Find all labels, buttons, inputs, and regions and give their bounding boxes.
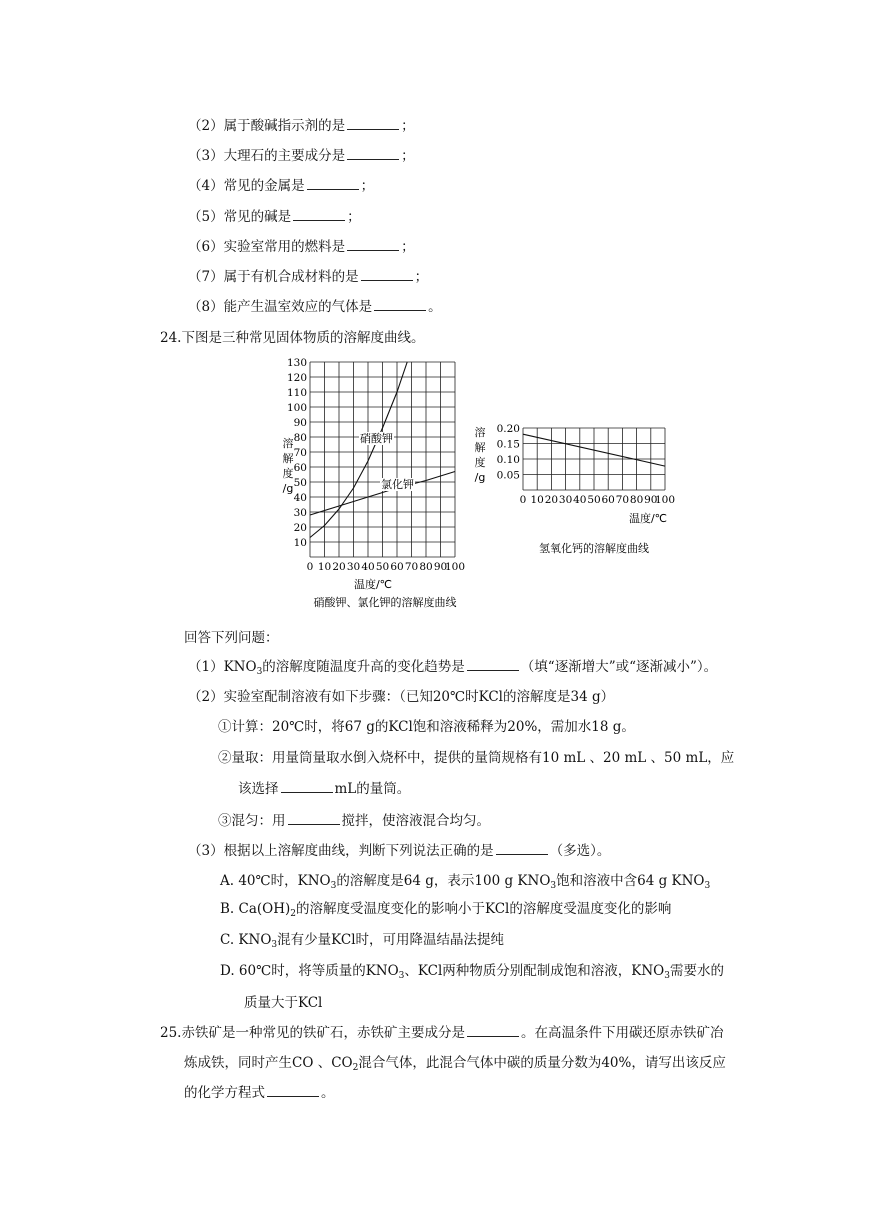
y-tick-label: 0.20 — [496, 423, 520, 435]
x-tick-label: 60 — [601, 494, 615, 506]
y-axis-label-char: 度 — [474, 456, 486, 469]
q25-line3: 的化学方程式 。 — [184, 1085, 335, 1101]
y-tick-label: 0.10 — [496, 454, 520, 466]
y-axis-label-char: 解 — [282, 452, 294, 465]
chart-caoh2-svg — [468, 420, 688, 560]
x-tick-label: 100 — [654, 494, 676, 506]
answer-blank[interactable] — [267, 1084, 319, 1097]
answer-prompt: 回答下列问题： — [184, 630, 279, 646]
x-tick-label: 70 — [615, 494, 630, 506]
q24-part2-step2: ②量取：用量筒量取水倒入烧杯中，提供的量筒规格有10 mL 、20 mL 、50 mL，应 — [218, 750, 735, 766]
option-d-cont: 质量大于KCl — [244, 995, 323, 1011]
answer-blank[interactable] — [281, 780, 333, 793]
answer-blank[interactable] — [467, 658, 519, 671]
series-label: 硝酸钾 — [360, 432, 393, 445]
y-axis-label-char: 溶 — [474, 426, 486, 439]
x-tick-label: 60 — [390, 561, 404, 573]
x-tick-label: 0 — [519, 494, 527, 506]
x-tick-label: 50 — [375, 561, 390, 573]
q24-part2: （2）实验室配制溶液有如下步骤：（已知20℃时KCl的溶解度是34 g） — [188, 689, 615, 705]
y-tick-label: 70 — [293, 447, 307, 459]
x-tick-label: 10 — [317, 561, 332, 573]
x-axis-label: 温度/℃ — [628, 512, 668, 525]
y-tick-label: 90 — [293, 417, 307, 429]
q23-item-7: （7）属于有机合成材料的是 ； — [188, 269, 429, 285]
x-tick-label: 10 — [530, 494, 544, 506]
x-tick-label: 80 — [419, 561, 433, 573]
answer-blank[interactable] — [467, 1024, 519, 1037]
y-axis-label-char: 溶 — [282, 437, 294, 450]
option-d[interactable]: D. 60℃时，将等质量的$KNO_3$、KCl两种物质分别配制成饱和溶液，$KNO_3$需要水的 — [220, 963, 724, 981]
x-tick-label: 100 — [444, 561, 466, 573]
y-axis-label-char: 解 — [474, 441, 486, 454]
series-label: 氯化钾 — [381, 478, 414, 491]
answer-blank[interactable] — [374, 298, 426, 311]
y-axis-label-char: /g — [282, 482, 294, 495]
option-c[interactable]: C. $KNO_3$混有少量KCl时，可用降温结晶法提纯 — [220, 932, 505, 950]
chart-title: 氢氧化钙的溶解度曲线 — [539, 542, 649, 555]
q25-line2: 炼成铁，同时产生CO 、$CO_2$混合气体，此混合气体中碳的质量分数为40%，请写出该反应 — [184, 1055, 726, 1073]
x-tick-label: 40 — [573, 494, 587, 506]
answer-blank[interactable] — [347, 117, 399, 130]
answer-blank[interactable] — [347, 147, 399, 160]
x-tick-label: 80 — [629, 494, 644, 506]
answer-blank[interactable] — [288, 812, 340, 825]
answer-blank[interactable] — [293, 208, 345, 221]
chart-kno3-kcl-svg — [268, 352, 478, 614]
y-tick-label: 120 — [286, 372, 307, 384]
q23-item-3: （3）大理石的主要成分是 ； — [188, 148, 415, 164]
y-tick-label: 0.05 — [496, 469, 520, 482]
chart-kno3-kcl — [268, 352, 478, 614]
q24-part2-step2-cont: 该选择 mL的量筒。 — [238, 781, 411, 797]
q23-item-5: （5）常见的碱是 ； — [188, 209, 361, 225]
q23-item-4: （4）常见的金属是 ； — [188, 178, 375, 194]
q24-stem: 24.下图是三种常见固体物质的溶解度曲线。 — [160, 330, 425, 346]
answer-blank[interactable] — [361, 268, 413, 281]
answer-blank[interactable] — [307, 177, 359, 190]
option-a[interactable]: A. 40℃时，$KNO_3$的溶解度是64 g，表示100 g $KNO_3$饱和溶液中含64 g $KNO_3$ — [220, 873, 711, 891]
x-tick-label: 40 — [361, 561, 375, 573]
q25-line1: 25.赤铁矿是一种常见的铁矿石，赤铁矿主要成分是 。在高温条件下用碳还原赤铁矿冶 — [160, 1025, 724, 1041]
option-b[interactable]: B. $Ca(OH)_2$的溶解度受温度变化的影响小于KCl的溶解度受温度变化的影响 — [220, 901, 672, 919]
y-tick-label: 100 — [286, 402, 307, 414]
y-tick-label: 10 — [293, 537, 307, 549]
y-tick-label: 80 — [293, 432, 307, 444]
chart-title: 硝酸钾、氯化钾的溶解度曲线 — [313, 596, 457, 609]
y-tick-label: 20 — [293, 522, 307, 534]
x-tick-label: 30 — [346, 561, 361, 573]
answer-blank[interactable] — [496, 842, 548, 855]
y-axis-label-char: /g — [474, 471, 486, 484]
q24-part3: （3）根据以上溶解度曲线，判断下列说法正确的是 （多选）。 — [188, 843, 611, 859]
y-tick-label: 60 — [293, 462, 307, 474]
chart-caoh2 — [468, 420, 688, 560]
q23-item-2: （2）属于酸碱指示剂的是 ； — [188, 118, 415, 134]
y-tick-label: 110 — [286, 387, 307, 399]
x-tick-label: 90 — [644, 494, 658, 506]
y-tick-label: 40 — [293, 492, 307, 504]
x-tick-label: 90 — [433, 561, 448, 573]
q24-part1: $(1)KNO_3$的溶解度随温度升高的变化趋势是 （填“逐渐增大”或“逐渐减小”）。 — [188, 659, 718, 677]
q24-part2-step1: ①计算：20℃时，将67 g的KCl饱和溶液稀释为20%，需加水18 g。 — [218, 719, 635, 735]
y-tick-label: 30 — [293, 507, 307, 519]
x-tick-label: 30 — [558, 494, 573, 506]
y-axis-label-char: 度 — [282, 467, 294, 480]
x-tick-label: 50 — [587, 494, 601, 506]
x-axis-label: 温度/℃ — [353, 578, 393, 591]
x-tick-label: 20 — [544, 494, 559, 506]
x-tick-label: 0 — [306, 561, 314, 573]
q23-item-6: （6）实验室常用的燃料是 ； — [188, 239, 415, 255]
x-tick-label: 70 — [404, 561, 419, 573]
q24-part2-step3: ③混匀：用 搅拌，使溶液混合均匀。 — [218, 813, 490, 829]
y-tick-label: 130 — [286, 357, 307, 369]
answer-blank[interactable] — [347, 238, 399, 251]
y-tick-label: 0.15 — [496, 438, 520, 451]
x-tick-label: 20 — [332, 561, 346, 573]
y-tick-label: 50 — [293, 477, 307, 489]
q23-item-8: （8）能产生温室效应的气体是 。 — [188, 299, 442, 315]
